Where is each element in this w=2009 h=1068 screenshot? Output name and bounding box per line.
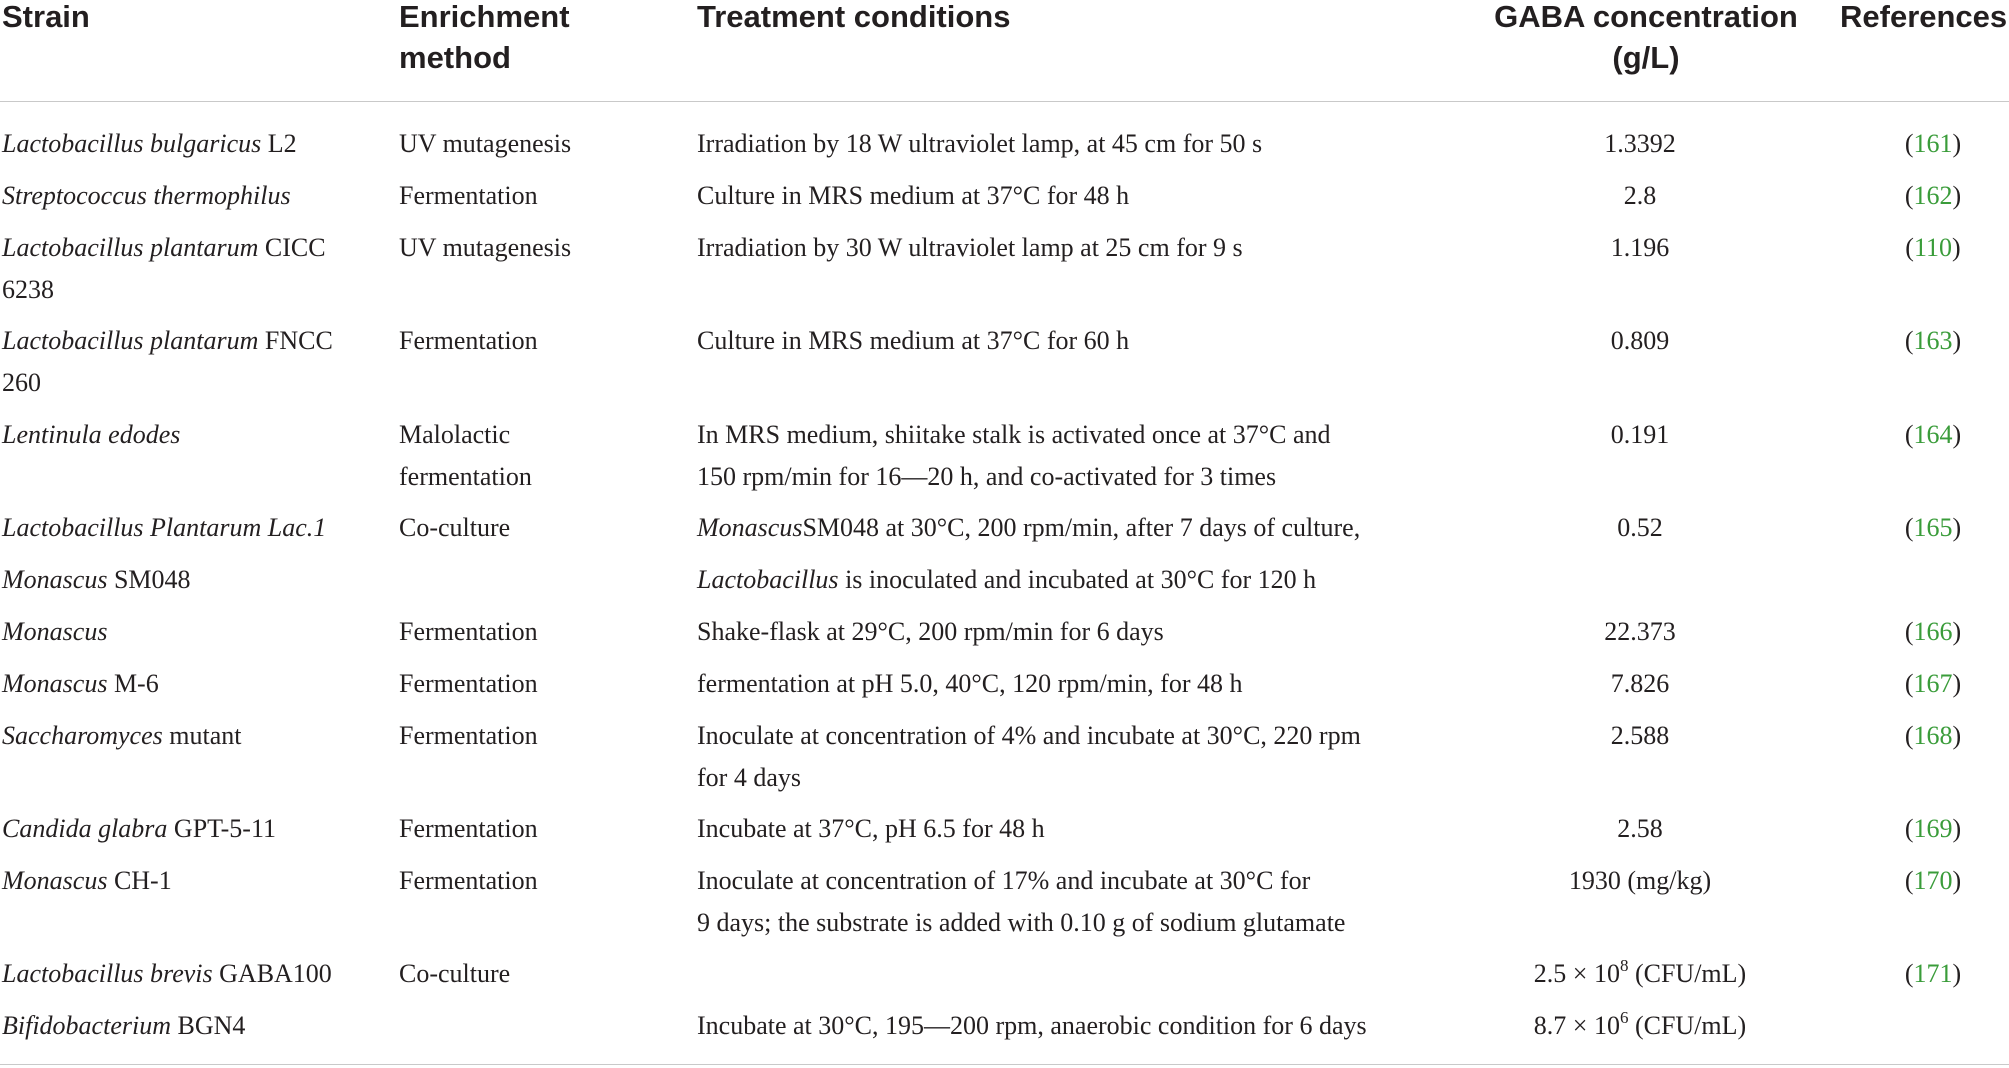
header-treatment-conditions: Treatment conditions <box>697 0 1011 34</box>
strain-suffix: BGN4 <box>170 1011 246 1040</box>
strain-cell <box>2 1005 392 1047</box>
strain-cell <box>2 663 392 705</box>
strain-suffix: L2 <box>261 129 297 158</box>
reference-cell: (167) <box>1904 669 1962 698</box>
strain-species: Bifidobacterium <box>2 1011 171 1040</box>
reference-link[interactable]: 167 <box>1913 669 1953 698</box>
reference-link[interactable]: 171 <box>1913 959 1953 988</box>
concentration-cell: 2.58 <box>1617 814 1663 843</box>
strain-species: Monascus <box>2 866 108 895</box>
reference-cell: (171) <box>1904 959 1962 988</box>
strain-cell <box>2 414 392 456</box>
strain-cell <box>2 860 392 902</box>
strain-suffix: GPT-5-11 <box>167 814 277 843</box>
method-cell: Fermentation <box>399 669 538 698</box>
reference-cell: (110) <box>1905 233 1961 262</box>
concentration-base: 8.7 × 10 <box>1533 1011 1620 1040</box>
treatment-cell: Inoculate at concentration of 17% and incubate at 30°C for 9 days; the substrate is added with 0.10 g of sodium glutamate <box>697 866 1346 937</box>
concentration-cell: 2.588 <box>1610 721 1670 750</box>
treatment-cell: Inoculate at concentration of 4% and incubate at 30°C, 220 rpm for 4 days <box>697 721 1361 792</box>
strain-species: Lactobacillus bulgaricus <box>2 129 262 158</box>
treatment-cell: Incubate at 37°C, pH 6.5 for 48 h <box>697 814 1045 843</box>
concentration-unit: (CFU/mL) <box>1628 1011 1747 1040</box>
method-cell: Fermentation <box>399 326 538 355</box>
strain-cell <box>2 320 392 403</box>
reference-link[interactable]: 161 <box>1913 129 1953 158</box>
reference-cell: (162) <box>1904 181 1962 210</box>
method-cell: Fermentation <box>399 181 538 210</box>
strain-species: Saccharomyces <box>2 721 163 750</box>
method-cell: Fermentation <box>399 617 538 646</box>
strain-species: Streptococcus thermophilus <box>2 181 291 210</box>
strain-species: Monascus <box>2 565 108 594</box>
reference-link[interactable]: 163 <box>1913 326 1953 355</box>
reference-cell: (166) <box>1904 617 1962 646</box>
strain-suffix: SM048 <box>107 565 191 594</box>
treatment-cell: Culture in MRS medium at 37°C for 60 h <box>697 326 1130 355</box>
strain-suffix: mutant <box>162 721 242 750</box>
header-references: References <box>1840 0 2008 34</box>
reference-link[interactable]: 164 <box>1913 420 1953 449</box>
header-rule <box>0 101 2009 102</box>
strain-species: Monascus <box>2 617 108 646</box>
concentration-cell: 1.196 <box>1610 233 1670 262</box>
treatment-cell: Shake-flask at 29°C, 200 rpm/min for 6 days <box>697 617 1164 646</box>
treatment-cell: Irradiation by 30 W ultraviolet lamp at 25 cm for 9 s <box>697 233 1243 262</box>
method-cell: Co-culture <box>399 513 511 542</box>
method-cell: Fermentation <box>399 814 538 843</box>
concentration-cell: 22.373 <box>1604 617 1676 646</box>
concentration-unit: (CFU/mL) <box>1628 959 1747 988</box>
treatment-organism: Monascus <box>697 513 803 542</box>
concentration-cell: 2.8 <box>1623 181 1657 210</box>
concentration-exponent: 8 <box>1619 956 1629 975</box>
method-cell: Co-culture <box>399 959 511 988</box>
strain-suffix: GABA100 <box>212 959 332 988</box>
treatment-cell: fermentation at pH 5.0, 40°C, 120 rpm/min, for 48 h <box>697 669 1243 698</box>
strain-suffix: M-6 <box>107 669 159 698</box>
treatment-text: is inoculated and incubated at 30°C for 120 h <box>838 565 1317 594</box>
treatment-cell: Incubate at 30°C, 195—200 rpm, anaerobic condition for 6 days <box>697 1011 1367 1040</box>
treatment-cell <box>697 559 1457 601</box>
strain-species: Lactobacillus plantarum <box>2 326 259 355</box>
strain-cell <box>2 715 392 757</box>
treatment-cell <box>697 507 1457 549</box>
concentration-cell: 1930 (mg/kg) <box>1568 866 1712 895</box>
strain-species: Lactobacillus Plantarum Lac.1 <box>2 513 327 542</box>
reference-cell: (165) <box>1904 513 1962 542</box>
concentration-cell <box>1440 1005 1840 1050</box>
concentration-cell: 0.191 <box>1610 420 1670 449</box>
header-enrichment-method: Enrichment method <box>399 0 570 75</box>
strain-suffix: FNCC 260 <box>2 326 333 397</box>
strain-cell <box>2 808 392 850</box>
concentration-cell: 7.826 <box>1610 669 1670 698</box>
method-cell: Malolactic fermentation <box>399 420 532 491</box>
header-strain: Strain <box>2 0 90 34</box>
treatment-text: SM048 at 30°C, 200 rpm/min, after 7 days of culture, <box>802 513 1361 542</box>
strain-cell <box>2 507 392 549</box>
strain-cell <box>2 227 392 310</box>
reference-cell: (161) <box>1904 129 1962 158</box>
method-cell: Fermentation <box>399 866 538 895</box>
reference-link[interactable]: 110 <box>1913 233 1953 262</box>
strain-species: Monascus <box>2 669 108 698</box>
treatment-cell: Irradiation by 18 W ultraviolet lamp, at 45 cm for 50 s <box>697 129 1263 158</box>
concentration-base: 2.5 × 10 <box>1533 959 1620 988</box>
treatment-cell: In MRS medium, shiitake stalk is activated once at 37°C and 150 rpm/min for 16—20 h, and co-activated for 3 times <box>697 420 1331 491</box>
table-header <box>0 0 2009 102</box>
reference-link[interactable]: 166 <box>1913 617 1953 646</box>
reference-cell: (163) <box>1904 326 1962 355</box>
concentration-cell: 1.3392 <box>1604 129 1676 158</box>
treatment-organism: Lactobacillus <box>697 565 839 594</box>
method-cell: UV mutagenesis <box>399 129 572 158</box>
strain-cell <box>2 559 392 601</box>
header-gaba-concentration: GABA concentration (g/L) <box>1494 0 1798 75</box>
strain-suffix: CICC 6238 <box>2 233 326 304</box>
method-cell: Fermentation <box>399 721 538 750</box>
reference-link[interactable]: 168 <box>1913 721 1953 750</box>
strain-cell <box>2 123 392 165</box>
concentration-cell <box>1440 953 1840 998</box>
method-cell: UV mutagenesis <box>399 233 572 262</box>
strain-cell <box>2 611 392 653</box>
strain-cell <box>2 175 392 217</box>
concentration-exponent: 6 <box>1619 1008 1629 1027</box>
footer-rule <box>0 1064 2009 1065</box>
treatment-cell: Culture in MRS medium at 37°C for 48 h <box>697 181 1130 210</box>
reference-cell: (164) <box>1904 420 1962 449</box>
strain-species: Lactobacillus brevis <box>2 959 213 988</box>
strain-cell <box>2 953 392 995</box>
reference-link[interactable]: 162 <box>1913 181 1953 210</box>
strain-suffix: CH-1 <box>107 866 172 895</box>
reference-link[interactable]: 170 <box>1913 866 1953 895</box>
reference-link[interactable]: 169 <box>1913 814 1953 843</box>
reference-cell: (170) <box>1904 866 1962 895</box>
strain-species: Lactobacillus plantarum <box>2 233 259 262</box>
concentration-cell: 0.809 <box>1610 326 1670 355</box>
strain-species: Candida glabra <box>2 814 168 843</box>
reference-link[interactable]: 165 <box>1913 513 1953 542</box>
reference-cell: (168) <box>1904 721 1962 750</box>
concentration-cell: 0.52 <box>1617 513 1663 542</box>
strain-species: Lentinula edodes <box>2 420 181 449</box>
reference-cell: (169) <box>1904 814 1962 843</box>
